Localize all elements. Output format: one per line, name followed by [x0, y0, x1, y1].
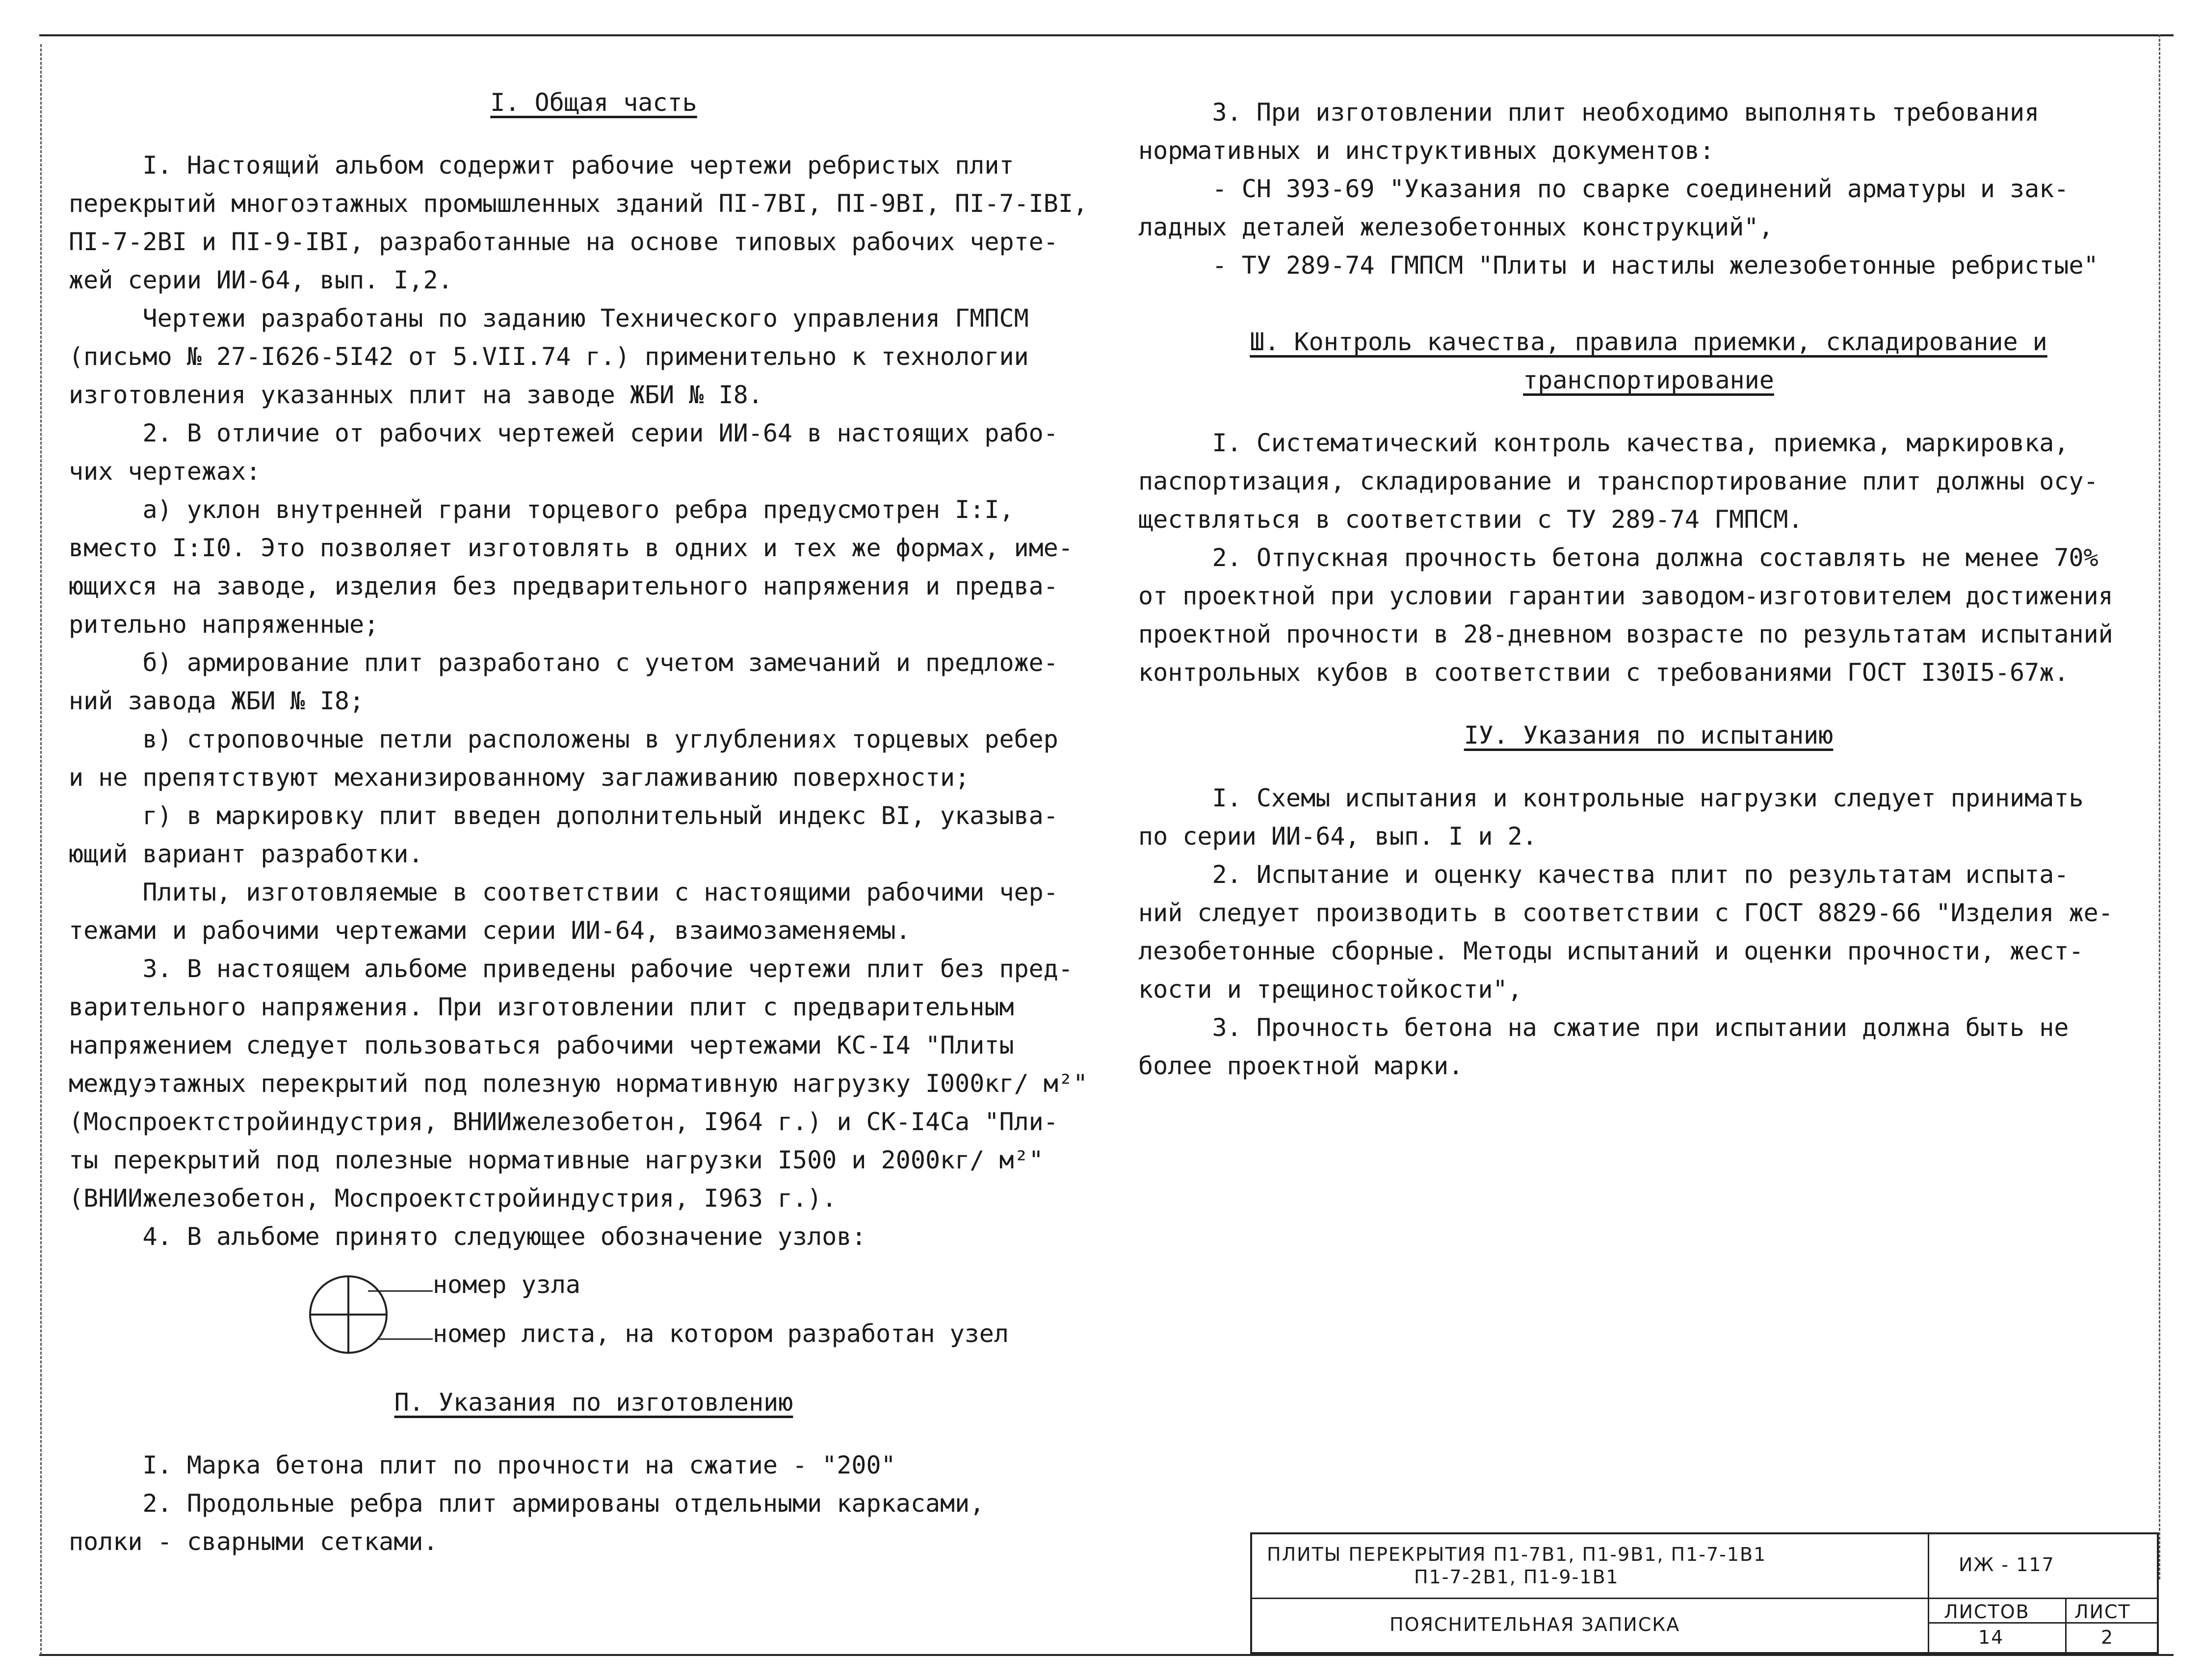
frame-right-border: [2159, 34, 2160, 1579]
paragraph-line: более проектной марки.: [1138, 1052, 1464, 1080]
paragraph-line: тежами и рабочими чертежами серии ИИ-64, взаимозаменяемы.: [69, 916, 911, 945]
paragraph-line: - СН 393-69 "Указания по сварке соединений арматуры и зак-: [1138, 175, 2069, 203]
paragraph-line: рительно напряженные;: [69, 610, 379, 639]
paragraph-line: варительного напряжения. При изготовлении плит с предварительным: [69, 993, 1014, 1021]
paragraph-line: ний завода ЖБИ № I8;: [69, 687, 365, 715]
paragraph-line: ющий вариант разработки.: [69, 840, 423, 868]
paragraph-line: 3. Прочность бетона на сжатие при испытании должна быть не: [1138, 1013, 2069, 1042]
paragraph-line: ладных деталей железобетонных конструкций",: [1138, 213, 1774, 241]
paragraph-line: лезобетонные сборные. Методы испытаний и оценки прочности, жест-: [1138, 937, 2084, 965]
sheet-number-label: ЛИСТ: [2067, 1599, 2158, 1624]
paragraph-line: напряжением следует пользоваться рабочими чертежами КС-I4 "Плиты: [69, 1031, 1014, 1060]
paragraph-line: ющихся на заводе, изделия без предварительного напряжения и предва-: [69, 572, 1058, 600]
paragraph-line: по серии ИИ-64, вып. I и 2.: [1138, 822, 1537, 851]
section-4-title: IУ. Указания по испытанию: [1464, 721, 1834, 750]
paragraph-line: 2. В отличие от рабочих чертежей серии ИИ-64 в настоящих рабо-: [69, 419, 1058, 447]
paragraph-line: 2. Продольные ребра плит армированы отдельными каркасами,: [69, 1489, 985, 1518]
frame-top-border: [39, 34, 2174, 36]
paragraph-line: жей серии ИИ-64, вып. I,2.: [69, 266, 453, 294]
sheets-count-value: 14: [1929, 1624, 2067, 1653]
paragraph-line: ПI-7-2ВI и ПI-9-IВI, разработанные на основе типовых рабочих черте-: [69, 228, 1058, 256]
paragraph-line: от проектной при условии гарантии заводом-изготовителем достижения: [1138, 582, 2113, 610]
product-line-1: ПЛИТЫ ПЕРЕКРЫТИЯ П1-7В1, П1-9В1, П1-7-1В1: [1267, 1544, 1767, 1565]
title-block: [1250, 1532, 2159, 1654]
node-number-label: номер узла: [433, 1270, 581, 1299]
paragraph-line: и не препятствуют механизированному заглаживанию поверхности;: [69, 763, 970, 792]
right-column: [1138, 93, 2159, 1085]
paragraph-line: нормативных и инструктивных документов:: [1138, 136, 1714, 165]
product-line-2: П1-7-2В1, П1-9-1В1: [1414, 1566, 1619, 1588]
paragraph-line: б) армирование плит разработано с учетом замечаний и предложе-: [69, 648, 1058, 677]
frame-bottom-border: [39, 1654, 2174, 1656]
paragraph-line: паспортизация, складирование и транспортирование плит должны осу-: [1138, 467, 2098, 495]
section-2-title: П. Указания по изготовлению: [394, 1388, 793, 1417]
paragraph-line: ний следует производить в соответствии с ГОСТ 8829-66 "Изделия же-: [1138, 899, 2113, 927]
paragraph-line: I. Настоящий альбом содержит рабочие чертежи ребристых плит: [69, 151, 1014, 180]
paragraph-line: ты перекрытий под полезные нормативные нагрузки I500 и 2000кг/ м²": [69, 1146, 1044, 1174]
sheet-number-value: 2: [2101, 1627, 2114, 1648]
paragraph-line: (Моспроектстройиндустрия, ВНИИжелезобетон, I964 г.) и СК-I4Са "Пли-: [69, 1108, 1058, 1136]
paragraph-line: изготовления указанных плит на заводе ЖБИ № I8.: [69, 381, 763, 409]
paragraph-line: г) в маркировку плит введен дополнительный индекс ВI, указыва-: [69, 801, 1058, 830]
paragraph-line: 2. Испытание и оценку качества плит по результатам испыта-: [1138, 860, 2069, 889]
paragraph-line: проектной прочности в 28-дневном возрасте по результатам испытаний: [1138, 620, 2113, 648]
paragraph-line: 2. Отпускная прочность бетона должна составлять не менее 70%: [1138, 543, 2098, 572]
sheets-count-label: ЛИСТОВ: [1929, 1599, 2067, 1624]
frame-left-border: [40, 44, 42, 1655]
paragraph-line: I. Систематический контроль качества, приемка, маркировка,: [1138, 429, 2069, 457]
paragraph-line: 3. В настоящем альбоме приведены рабочие чертежи плит без пред-: [69, 955, 1073, 983]
paragraph-line: а) уклон внутренней грани торцевого ребра предусмотрен I:I,: [69, 495, 1014, 524]
node-sheet-label: номер листа, на котором разработан узел: [433, 1319, 1009, 1348]
section-3-title-cont: транспортирование: [1523, 366, 1774, 394]
paragraph-line: (письмо № 27-I626-5I42 от 5.VII.74 г.) применительно к технологии: [69, 342, 1029, 371]
paragraph-line: кости и трещиностойкости",: [1138, 975, 1522, 1004]
paragraph-line: контрольных кубов в соответствии с требованиями ГОСТ I30I5-67ж.: [1138, 658, 2069, 687]
paragraph-line: вместо I:I0. Это позволяет изготовлять в одних и тех же формах, име-: [69, 534, 1073, 562]
node-designation-legend: [304, 1256, 1119, 1383]
paragraph-line: ществляться в соответствии с ТУ 289-74 ГМПСМ.: [1138, 505, 1803, 534]
paragraph-line: полки - сварными сетками.: [69, 1527, 438, 1556]
section-1-title: I. Общая часть: [490, 88, 697, 117]
paragraph-line: I. Марка бетона плит по прочности на сжатие - "200": [69, 1451, 896, 1479]
paragraph-line: в) строповочные петли расположены в углублениях торцевых ребер: [69, 725, 1058, 753]
document-name: ПОЯСНИТЕЛЬНАЯ ЗАПИСКА: [1252, 1599, 1929, 1653]
paragraph-line: 3. При изготовлении плит необходимо выполнять требования: [1138, 98, 2040, 127]
paragraph-line: перекрытий многоэтажных промышленных зданий ПI-7ВI, ПI-9ВI, ПI-7-IВI,: [69, 189, 1088, 218]
document-code: ИЖ - 117: [1929, 1534, 2158, 1599]
paragraph-line: (ВНИИжелезобетон, Моспроектстройиндустрия, I963 г.).: [69, 1184, 837, 1213]
paragraph-line: - ТУ 289-74 ГМПСМ "Плиты и настилы железобетонные ребристые": [1138, 251, 2098, 280]
node-circle-icon: [304, 1261, 437, 1369]
paragraph-line: Плиты, изготовляемые в соответствии с настоящими рабочими чер-: [69, 878, 1058, 906]
paragraph-line: 4. В альбоме принято следующее обозначение узлов:: [69, 1222, 866, 1251]
paragraph-line: Чертежи разработаны по заданию Технического управления ГМПСМ: [69, 304, 1029, 333]
paragraph-line: I. Схемы испытания и контрольные нагрузки следует принимать: [1138, 784, 2084, 812]
left-column: [69, 83, 1119, 1561]
title-block-product: [1252, 1534, 1929, 1599]
paragraph-line: междуэтажных перекрытий под полезную нормативную нагрузку I000кг/ м²": [69, 1069, 1088, 1098]
section-3-title: Ш. Контроль качества, правила приемки, складирование и: [1250, 328, 2047, 356]
paragraph-line: чих чертежах:: [69, 457, 261, 486]
